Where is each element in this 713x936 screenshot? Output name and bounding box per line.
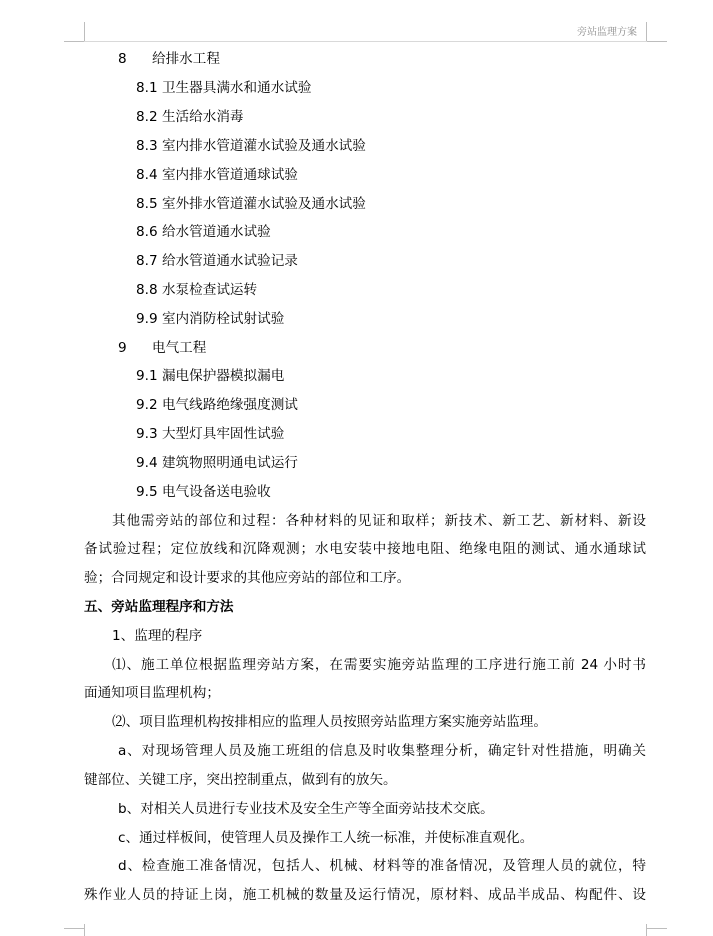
section-title: 电气工程 [152,340,207,356]
header-divider [84,41,647,42]
paragraph-line: 键部位、关键工序，突出控制重点，做到有的放矢。 [84,772,397,788]
list-item: 8.2 生活给水消毒 [136,109,244,125]
list-item: 9.5 电气设备送电验收 [136,484,271,500]
crop-mark [646,22,647,42]
list-item: 9.3 大型灯具牢固性试验 [136,426,285,442]
crop-mark [647,928,667,929]
paragraph-line: 面通知项目监理机构； [84,685,220,701]
section-title: 给排水工程 [152,51,220,67]
list-item: 8.8 水泵检查试运转 [136,282,258,298]
paragraph-line: 备试验过程；定位放线和沉降观测；水电安装中接地电阻、绝缘电阻的测试、通水通球试 [84,541,646,557]
list-item: 9.9 室内消防栓试射试验 [136,311,285,327]
crop-mark [84,924,85,936]
paragraph-line: ⑴、施工单位根据监理旁站方案，在需要实施旁站监理的工序进行施工前 24 小时书 [112,657,646,673]
list-item: 9.4 建筑物照明通电试运行 [136,455,298,471]
crop-mark [647,41,667,42]
paragraph-line: d、检查施工准备情况，包括人、机械、材料等的准备情况，及管理人员的就位，特 [118,858,646,874]
paragraph-line: 验；合同规定和设计要求的其他应旁站的部位和工序。 [84,570,411,586]
list-item: 8.3 室内排水管道灌水试验及通水试验 [136,138,366,154]
list-item: 8.5 室外排水管道灌水试验及通水试验 [136,196,366,212]
crop-mark [64,928,84,929]
section-number: 8 [118,51,127,67]
paragraph-line: 其他需旁站的部位和过程：各种材料的见证和取样；新技术、新工艺、新材料、新设 [112,513,646,529]
paragraph-line: 殊作业人员的持证上岗，施工机械的数量及运行情况，原材料、成品半成品、构配件、设 [84,887,646,903]
list-item: 8.6 给水管道通水试验 [136,224,271,240]
subheading: 1、监理的程序 [112,628,203,644]
list-item: 9.1 漏电保护器模拟漏电 [136,368,285,384]
crop-mark [84,22,85,42]
list-item: 8.7 给水管道通水试验记录 [136,253,298,269]
section-number: 9 [118,340,127,356]
paragraph-line: a、对现场管理人员及施工班组的信息及时收集整理分析，确定针对性措施，明确关 [118,743,646,759]
page-header-title: 旁站监理方案 [577,27,637,38]
crop-mark [646,924,647,936]
paragraph-line: c、通过样板间，使管理人员及操作工人统一标准，并使标准直观化。 [118,830,534,846]
list-item: 8.1 卫生器具满水和通水试验 [136,80,312,96]
list-item: 8.4 室内排水管道通球试验 [136,167,298,183]
section-heading [118,49,220,69]
paragraph-line: b、对相关人员进行专业技术及安全生产等全面旁站技术交底。 [118,801,494,817]
crop-mark [64,41,84,42]
list-item: 9.2 电气线路绝缘强度测试 [136,397,298,413]
section-heading [118,338,206,358]
chapter-heading: 五、旁站监理程序和方法 [84,599,234,615]
paragraph-line: ⑵、项目监理机构按排相应的监理人员按照旁站监理方案实施旁站监理。 [112,714,547,730]
